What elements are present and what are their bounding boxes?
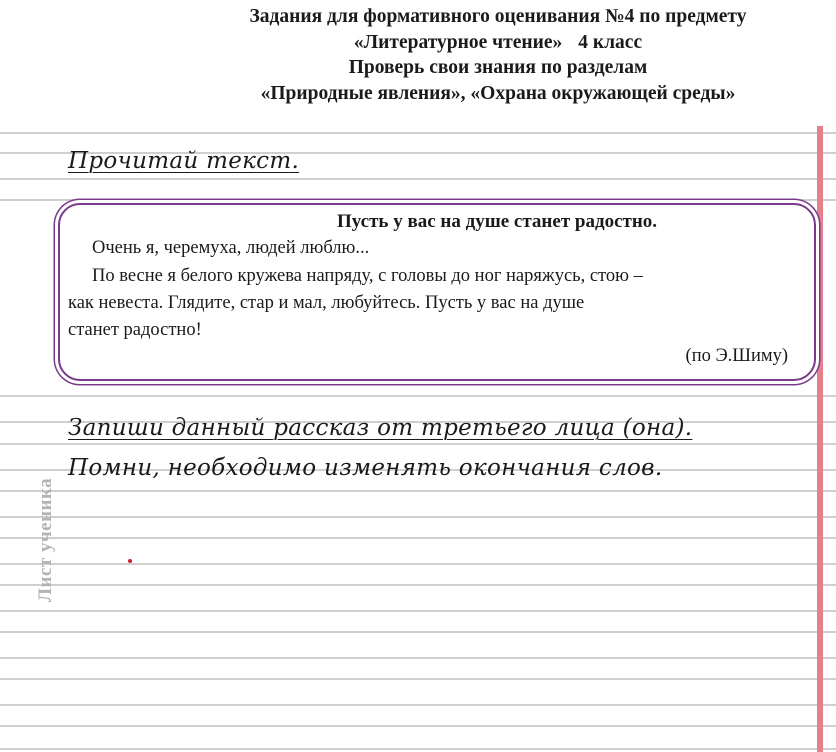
ruled-line xyxy=(0,490,836,492)
header-sections: «Природные явления», «Охрана окружающей среды» xyxy=(260,82,736,104)
header-subject-line xyxy=(160,30,836,56)
ruled-line xyxy=(0,132,836,134)
ruled-line xyxy=(0,657,836,659)
red-dot xyxy=(128,559,132,563)
ruled-line xyxy=(0,748,836,750)
task-hint: Помни, необходимо изменять окончания слов. xyxy=(68,455,663,481)
red-margin-line xyxy=(817,126,823,752)
ruled-line xyxy=(0,516,836,518)
header-sections-intro: Проверь свои знания по разделам xyxy=(348,57,648,78)
student-sheet-label: Лист ученика xyxy=(35,477,56,603)
ruled-line xyxy=(0,199,836,201)
ruled-line xyxy=(0,443,836,445)
ruled-line xyxy=(0,725,836,727)
ruled-line xyxy=(0,537,836,539)
reading-text-box xyxy=(58,203,816,381)
task-instruction: Запиши данный рассказ от третьего лица (она). xyxy=(68,415,693,441)
ruled-line xyxy=(0,563,836,565)
ruled-line xyxy=(0,395,836,397)
text-title: Пусть у вас на душе станет радостно. xyxy=(336,211,658,232)
ruled-line xyxy=(0,678,836,680)
ruled-line xyxy=(0,704,836,706)
text-line: как невеста. Глядите, стар и мал, любуйтесь. Пусть у вас на душе xyxy=(68,293,585,313)
header-title: Задания для формативного оценивания №4 по предмету xyxy=(249,6,747,27)
read-instruction: Прочитай текст. xyxy=(68,148,300,174)
header-grade: 4 класс xyxy=(578,31,643,53)
text-line: Очень я, черемуха, людей люблю... xyxy=(92,238,370,258)
text-line: По весне я белого кружева напряду, с головы до ног наряжусь, стою – xyxy=(92,266,643,286)
ruled-line xyxy=(0,631,836,633)
ruled-line xyxy=(0,178,836,180)
page-header xyxy=(160,4,836,106)
ruled-line xyxy=(0,584,836,586)
ruled-line xyxy=(0,610,836,612)
header-subject: «Литературное чтение» xyxy=(353,31,563,53)
text-source: (по Э.Шиму) xyxy=(685,346,788,366)
text-line: станет радостно! xyxy=(68,320,202,340)
